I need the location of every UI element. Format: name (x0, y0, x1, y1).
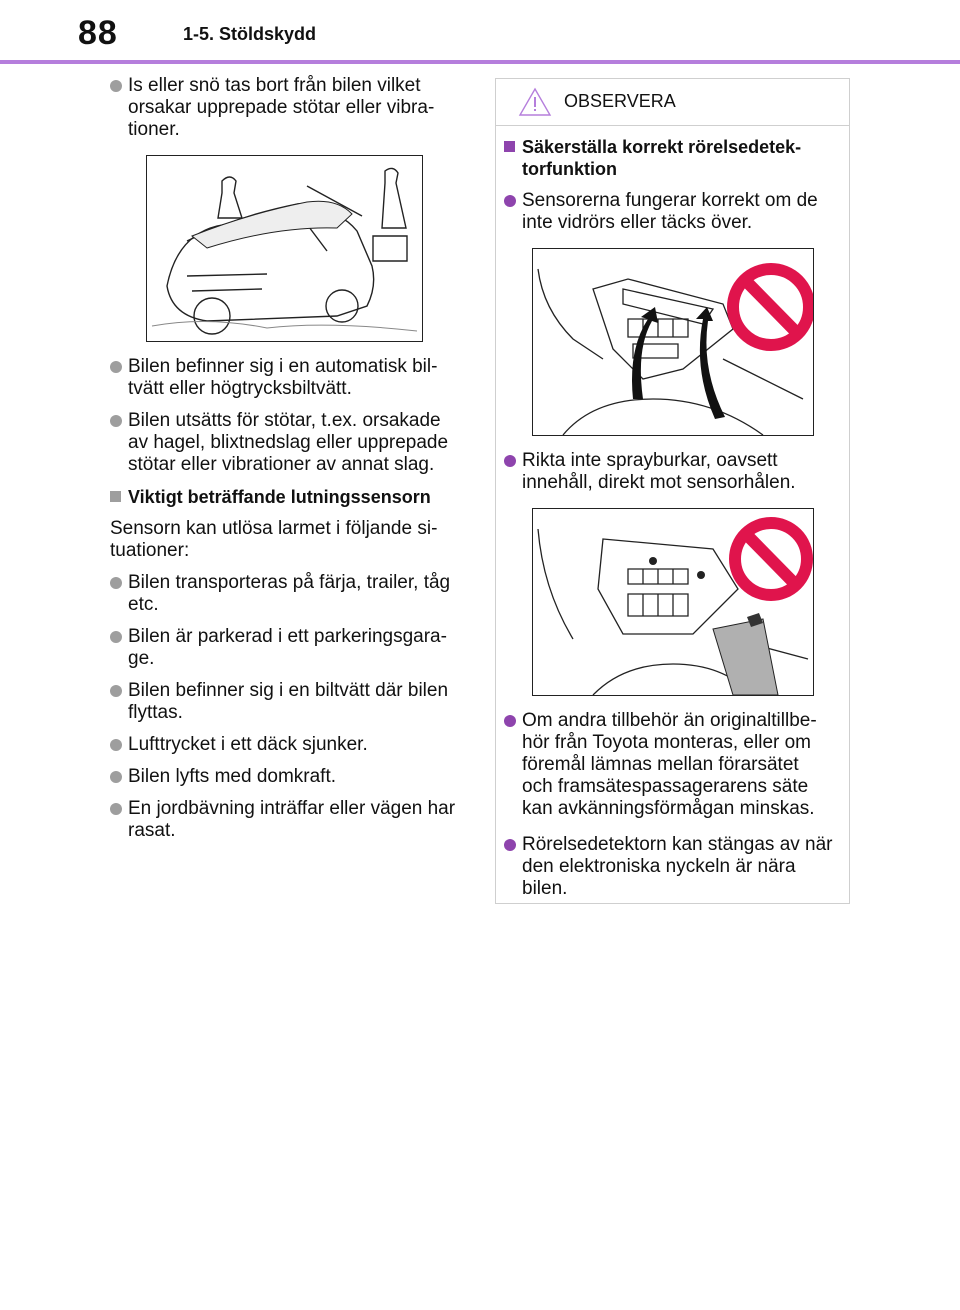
subheading: Viktigt beträffande lutningssensorn (110, 486, 465, 508)
bullet-icon (504, 839, 516, 851)
section-title: 1-5. Stöldskydd (183, 24, 317, 44)
list-item: Rikta inte sprayburkar, oavsett innehåll, direkt mot sensorhålen. (504, 450, 833, 494)
list-item: Bilen befinner sig i en automatisk biltvätt eller högtrycksbiltvätt. (110, 356, 465, 400)
list-item: Bilen lyfts med domkraft. (110, 766, 465, 788)
bullet-icon (110, 415, 122, 427)
list-item: Sensorerna fungerar korrekt om de inte vidrörs eller täcks över. (504, 190, 833, 234)
list-item: Om andra tillbehör än originaltillbehör från Toyota monteras, eller om föremål lämnas mellan förarsätet och framsätespassagerarens säte kan avkänningsförmågan minskas. (504, 710, 833, 820)
bullet-icon (110, 771, 122, 783)
warning-icon (518, 87, 552, 117)
list-item: En jordbävning inträffar eller vägen har rasat. (110, 798, 465, 842)
bullet-icon (504, 715, 516, 727)
bullet-icon (504, 455, 516, 467)
bullet-icon (110, 685, 122, 697)
list-item: Bilen är parkerad i ett parkeringsgarage. (110, 626, 465, 670)
sensor-covered-illustration (532, 248, 814, 436)
bullet-icon (110, 80, 122, 92)
square-bullet-icon (110, 491, 121, 502)
list-item: Rörelsedetektorn kan stängas av när den elektroniska nyckeln är nära bilen. (504, 834, 833, 900)
notice-subheading: Säkerställa korrekt rörelsedetektorfunktion (504, 136, 833, 180)
intro-paragraph: Sensorn kan utlösa larmet i följande situationer: (110, 518, 438, 561)
square-bullet-icon (504, 141, 515, 152)
notice-body (496, 126, 849, 900)
notice-box (495, 78, 850, 904)
list-item: Bilen utsätts för stötar, t.ex. orsakade av hagel, blixtnedslag eller upprepade stötar eller vibrationer av annat slag. (110, 410, 465, 476)
page-number: 88 (78, 14, 118, 52)
bullet-icon (110, 803, 122, 815)
list-item: Lufttrycket i ett däck sjunker. (110, 734, 465, 756)
bullet-icon (110, 361, 122, 373)
bullet-icon (110, 577, 122, 589)
notice-header (496, 79, 849, 126)
list-item: Bilen befinner sig i en biltvätt där bilen flyttas. (110, 680, 465, 724)
list-item: Is eller snö tas bort från bilen vilket orsakar upprepade stötar eller vibrationer. (110, 75, 465, 141)
spray-illustration (532, 508, 814, 696)
left-column (110, 75, 465, 852)
notice-title: OBSERVERA (564, 91, 676, 111)
list-item: Bilen transporteras på färja, trailer, tåg etc. (110, 572, 465, 616)
page-header (0, 0, 960, 60)
bullet-icon (110, 631, 122, 643)
header-divider (0, 60, 960, 64)
bullet-icon (110, 739, 122, 751)
bullet-icon (504, 195, 516, 207)
snow-removal-illustration (146, 155, 423, 342)
